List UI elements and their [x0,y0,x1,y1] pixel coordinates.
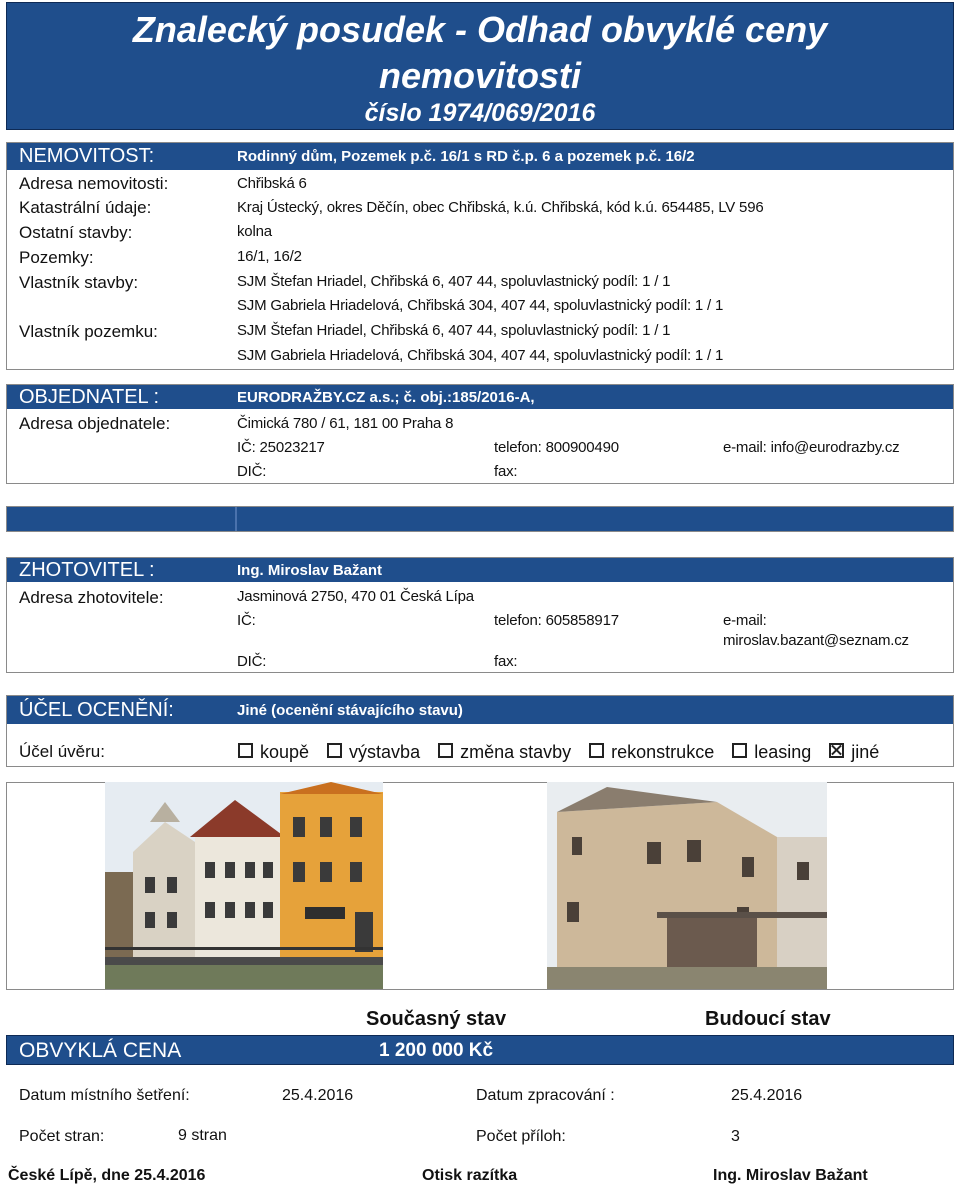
document-title-line2: nemovitosti [378,55,582,96]
title-banner [6,2,954,130]
price-bar [6,1035,954,1065]
client-address-label: Adresa objednatele: [19,414,171,433]
price-label: OBVYKLÁ CENA [19,1039,182,1062]
future-state-label: Budoucí stav [705,1008,831,1030]
pages-label: Počet stran: [19,1128,105,1145]
building-owner-1: SJM Štefan Hriadel, Chřibská 6, 407 44, spoluvlastnický podíl: 1 / 1 [237,273,671,290]
building-owner-2: SJM Gabriela Hriadelová, Chřibská 304, 407 44, spoluvlastnický podíl: 1 / 1 [237,297,724,314]
loan-purpose-options [238,742,897,763]
cadastral-label: Katastrální údaje: [19,198,152,217]
document-number: číslo 1974/069/2016 [364,99,596,127]
building-owner-label: Vlastník stavby: [19,273,139,292]
survey-date-label: Datum místního šetření: [19,1087,190,1104]
contractor-address-label: Adresa zhotovitele: [19,588,164,607]
property-address-label: Adresa nemovitosti: [19,174,169,193]
option-koupe[interactable] [238,742,309,763]
land-owner-1: SJM Štefan Hriadel, Chřibská 6, 407 44, spoluvlastnický podíl: 1 / 1 [237,322,671,339]
price-value: 1 200 000 Kč [379,1040,494,1061]
purpose-value: Jiné (ocenění stávajícího stavu) [237,702,463,719]
stamp-label: Otisk razítka [422,1167,518,1184]
attachments-value: 3 [731,1128,740,1145]
attachments-label: Počet příloh: [476,1128,566,1145]
house-image [547,782,827,989]
land-owner-label: Vlastník pozemku: [19,322,158,341]
street-houses-image [105,782,383,989]
photo-house-view [547,782,827,989]
contractor-dic: DIČ: [237,653,267,670]
option-jine[interactable] [829,742,879,763]
option-label: koupě [260,742,310,762]
place-date: České Lípě, dne 25.4.2016 [8,1167,206,1184]
client-email: e-mail: info@eurodrazby.cz [723,439,900,456]
purpose-label: ÚČEL OCENĚNÍ: [19,699,174,721]
client-phone: telefon: 800900490 [494,439,619,456]
contractor-email-label: e-mail: [723,612,767,629]
client-fax: fax: [494,463,518,480]
pages-value: 9 stran [178,1127,227,1144]
separator-divider [235,507,237,531]
option-label: výstavba [349,742,421,762]
checked-checkbox-icon[interactable] [829,743,844,758]
client-ic: IČ: 25023217 [237,439,325,456]
processing-date-label: Datum zpracování : [476,1087,615,1104]
option-vystavba[interactable] [327,742,420,763]
contractor-fax: fax: [494,653,518,670]
contractor-email: miroslav.bazant@seznam.cz [723,632,909,649]
land-owner-2: SJM Gabriela Hriadelová, Chřibská 304, 407 44, spoluvlastnický podíl: 1 / 1 [237,347,724,364]
other-buildings-value: kolna [237,223,272,240]
property-header-bar [7,143,953,170]
property-label: NEMOVITOST: [19,145,155,167]
current-state-label: Současný stav [366,1008,507,1030]
option-rekonstrukce[interactable] [589,742,714,763]
contractor-value: Ing. Miroslav Bažant [237,562,383,579]
other-buildings-label: Ostatní stavby: [19,223,133,242]
checkbox-icon[interactable] [589,743,604,758]
checkbox-icon[interactable] [732,743,747,758]
client-value: EURODRAŽBY.CZ a.s.; č. obj.:185/2016-A, [237,389,535,406]
photo-street-view [105,782,383,989]
option-label: rekonstrukce [611,742,715,762]
property-value: Rodinný dům, Pozemek p.č. 16/1 s RD č.p. 6 a pozemek p.č. 16/2 [237,148,695,165]
option-leasing[interactable] [732,742,811,763]
option-label: jiné [851,742,880,762]
client-label: OBJEDNATEL : [19,386,160,408]
property-address: Chřibská 6 [237,175,307,192]
processing-date: 25.4.2016 [731,1087,803,1104]
purpose-header-bar [7,696,953,724]
cadastral-value: Kraj Ústecký, okres Děčín, obec Chřibská, k.ú. Chřibská, kód k.ú. 654485, LV 596 [237,199,764,216]
contractor-ic: IČ: [237,612,256,629]
signature: Ing. Miroslav Bažant [713,1167,868,1184]
plots-label: Pozemky: [19,248,94,267]
document-title: Znalecký posudek - Odhad obvyklé ceny [132,9,828,50]
checkbox-icon[interactable] [238,743,253,758]
option-label: leasing [754,742,812,762]
client-dic: DIČ: [237,463,267,480]
contractor-header-bar [7,558,953,582]
option-zmena-stavby[interactable] [438,742,571,763]
plots-value: 16/1, 16/2 [237,248,302,265]
client-header-bar [7,385,953,409]
survey-date: 25.4.2016 [282,1087,354,1104]
separator-bar [6,506,954,532]
contractor-address: Jasminová 2750, 470 01 Česká Lípa [237,588,474,605]
contractor-label: ZHOTOVITEL : [19,559,155,581]
checkbox-icon[interactable] [438,743,453,758]
client-address: Čimická 780 / 61, 181 00 Praha 8 [237,415,454,432]
option-label: změna stavby [460,742,572,762]
contractor-phone: telefon: 605858917 [494,612,619,629]
checkbox-icon[interactable] [327,743,342,758]
loan-purpose-label: Účel úvěru: [19,742,105,761]
